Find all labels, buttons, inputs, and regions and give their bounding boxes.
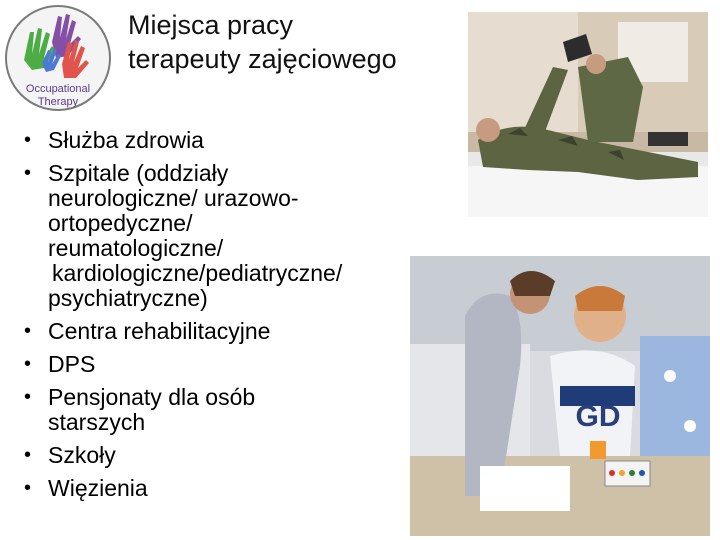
list-item <box>0 128 420 153</box>
title-line-1: Miejsca pracy <box>128 10 294 40</box>
list-item-text: Szkoły <box>48 442 116 468</box>
title-line-2: terapeuty zajęciowego <box>128 44 397 74</box>
bullet-icon: • <box>24 353 32 375</box>
list-item-text: ortopedyczne/ <box>48 210 193 236</box>
list-item-text: Pensjonaty dla osób <box>48 384 256 410</box>
shirt-label: GD <box>575 400 621 433</box>
list-item-text: Centra rehabilitacyjne <box>48 318 271 344</box>
list-item-text: DPS <box>48 351 96 377</box>
list-item-text: reumatologiczne/ <box>48 235 224 261</box>
bullet-icon: • <box>24 162 32 184</box>
list-item <box>0 319 420 344</box>
bullet-icon: • <box>24 386 32 408</box>
logo-hands-icon <box>2 2 114 114</box>
occupational-therapy-logo <box>2 2 114 114</box>
list-item <box>0 443 420 468</box>
photo-child-therapy <box>410 256 710 536</box>
list-item-text: neurologiczne/ urazowo- <box>48 185 299 211</box>
photo-soldier-therapy <box>468 12 708 217</box>
list-item-text: kardiologiczne/pediatryczne/ <box>52 260 343 286</box>
logo-text-line2: Therapy <box>37 96 79 108</box>
list-item-text: Więzienia <box>48 475 148 501</box>
bullet-icon: • <box>24 320 32 342</box>
bullet-icon: • <box>24 477 32 499</box>
bullet-icon: • <box>24 129 32 151</box>
list-item-text: psychiatryczne) <box>48 285 208 311</box>
logo-text-line1: Occupational <box>25 83 91 95</box>
bullet-icon: • <box>24 444 32 466</box>
list-item-text: Służba zdrowia <box>48 127 204 153</box>
list-item <box>0 352 420 377</box>
list-item-text: Szpitale (oddziały <box>48 160 229 186</box>
workplace-list <box>0 128 420 509</box>
slide-title <box>128 8 468 76</box>
list-item-text: starszych <box>48 409 146 435</box>
list-item <box>0 385 420 435</box>
list-item <box>0 476 420 501</box>
list-item <box>0 161 420 311</box>
